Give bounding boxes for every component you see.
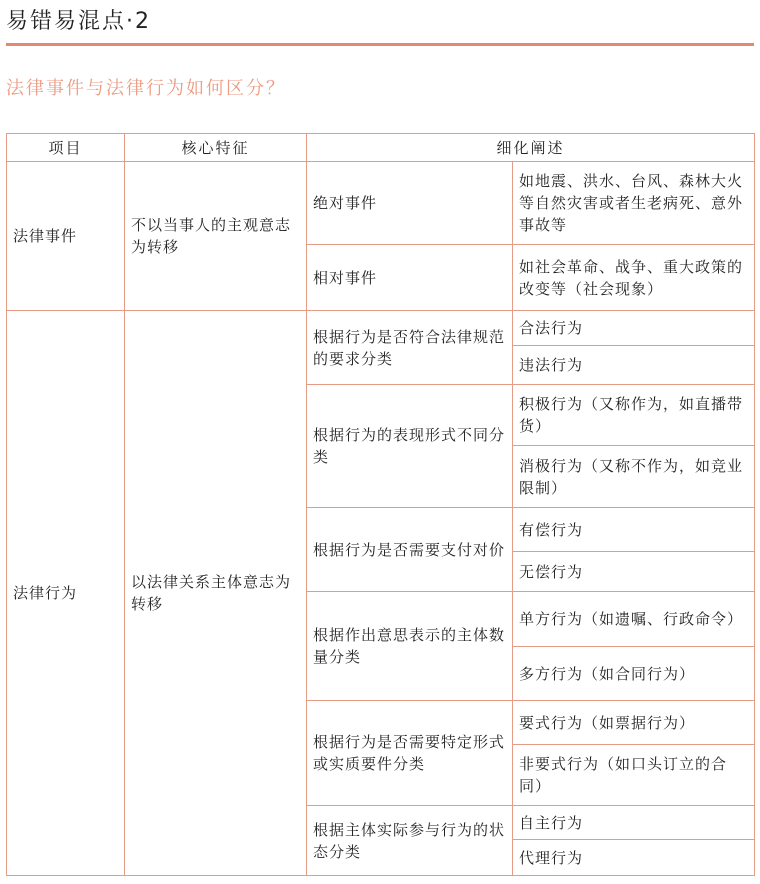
act-basis: 根据行为是否符合法律规范的要求分类 (307, 311, 513, 385)
act-basis: 根据行为是否需要支付对价 (307, 508, 513, 592)
act-item: 代理行为 (513, 840, 755, 876)
act-item: 要式行为（如票据行为） (513, 701, 755, 745)
act-item: 无偿行为 (513, 552, 755, 592)
act-name: 法律行为 (7, 311, 125, 876)
act-item: 多方行为（如合同行为） (513, 647, 755, 701)
act-item: 合法行为 (513, 311, 755, 346)
act-item: 违法行为 (513, 346, 755, 385)
act-basis: 根据行为的表现形式不同分类 (307, 385, 513, 508)
act-item: 非要式行为（如口头订立的合同） (513, 745, 755, 806)
event-type: 相对事件 (307, 245, 513, 311)
act-basis: 根据作出意思表示的主体数量分类 (307, 592, 513, 701)
event-desc: 如地震、洪水、台风、森林大火等自然灾害或者生老病死、意外事故等 (513, 162, 755, 245)
event-type: 绝对事件 (307, 162, 513, 245)
act-item: 有偿行为 (513, 508, 755, 552)
act-item: 自主行为 (513, 806, 755, 840)
act-item: 积极行为（又称作为，如直播带货） (513, 385, 755, 446)
act-core: 以法律关系主体意志为转移 (125, 311, 307, 876)
header-row (7, 134, 755, 162)
title-divider (6, 43, 754, 46)
header-item: 项目 (7, 134, 125, 162)
act-basis: 根据行为是否需要特定形式或实质要件分类 (307, 701, 513, 806)
header-core: 核心特征 (125, 134, 307, 162)
act-item: 单方行为（如遗嘱、行政命令） (513, 592, 755, 647)
act-basis: 根据主体实际参与行为的状态分类 (307, 806, 513, 876)
comparison-table (6, 133, 755, 876)
header-detail: 细化阐述 (307, 134, 755, 162)
table-row (7, 162, 755, 245)
event-name: 法律事件 (7, 162, 125, 311)
question-heading: 法律事件与法律行为如何区分？ (6, 78, 286, 99)
event-desc: 如社会革命、战争、重大政策的改变等（社会现象） (513, 245, 755, 311)
page-title: 易错易混点·2 (6, 9, 151, 34)
table-row (7, 311, 755, 346)
event-core: 不以当事人的主观意志为转移 (125, 162, 307, 311)
act-item: 消极行为（又称不作为，如竞业限制） (513, 446, 755, 508)
